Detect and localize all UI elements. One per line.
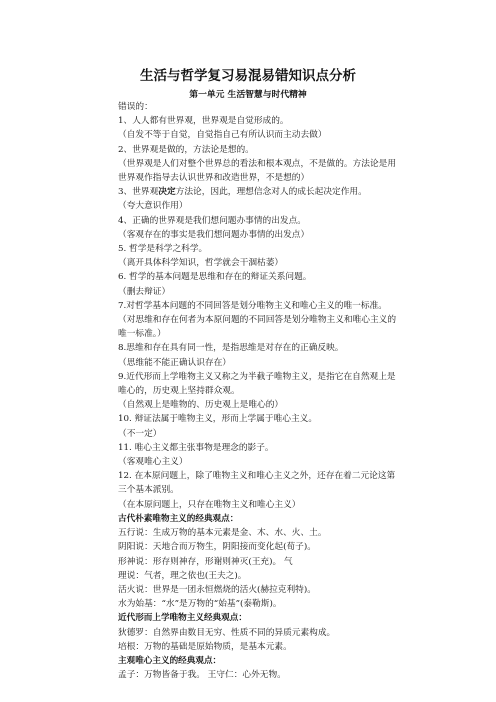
text-line: 五行说：生成万物的基本元素是金、木、水、火、土。: [118, 528, 327, 539]
text-line: （离开具体科学知识，哲学就会干涸枯萎）: [118, 258, 284, 269]
text-line: 8.思维和存在具有同一性，是指思维是对存在的正确反映。: [118, 343, 344, 354]
text-line: 形神说：形存则神存，形谢则神灭(王充)。 气: [118, 556, 293, 567]
section-heading: 古代朴素唯物主义的经典观点：: [118, 513, 239, 524]
text-line: 错误的：: [118, 102, 153, 112]
text-line: 活火说：世界是一团永恒燃烧的活火(赫拉克利特)。: [118, 584, 316, 595]
text-line: （对思维和存在何者为本原问题的不同回答是划分唯物主义和唯心主义的唯一标准。）: [118, 315, 396, 340]
text-line: （世界观是人们对整个世界总的看法和根本观点，不是做的。方法论是用世界观作指导去认识世界和改造世界，不是想的）: [118, 158, 396, 184]
text-line: 培根：万物的基础是原始物质，是基本元素。: [118, 641, 292, 652]
text-line: 11. 唯心主义都主张事物是理念的影子。: [118, 442, 274, 453]
text-line: 4、正确的世界观是我们想问题办事情的出发点。: [118, 215, 306, 226]
unit-subtitle: 第一单元 生活智慧与时代精神: [189, 90, 307, 100]
text-line: （自发不等于自觉，自觉指自己有所认识而主动去做）: [118, 130, 327, 141]
text-line: （不一定）: [118, 428, 162, 439]
text-line: （夸大意识作用）: [118, 201, 188, 212]
text-line: （客观存在的事实是我们想问题办事情的出发点）: [118, 229, 310, 240]
text-line: 9.近代形而上学唯物主义又称之为半截子唯物主义，是指它在自然观上是唯心的，历史观上坚持群众观。: [118, 371, 396, 397]
document-title: 生活与哲学复习易混易错知识点分析: [140, 68, 356, 84]
text-line: 3、世界观决定方法论，因此，理想信念对人的成长起决定作用。: [118, 187, 367, 198]
section-heading: 主观唯心主义的经典观点：: [118, 655, 222, 666]
text-line: （自然观上是唯物的、历史观上是唯心的）: [118, 400, 284, 411]
text-line: 狄德罗：自然界由数目无穷、性质不同的异质元素构成。: [118, 627, 336, 638]
text-line: 12. 在本原问题上，除了唯物主义和唯心主义之外，还存在着二元论这第三个基本派别。: [118, 471, 396, 496]
text-line: （思维能不能正确认识存在）: [118, 357, 231, 368]
text-line: 2、世界观是做的，方法论是想的。: [118, 144, 254, 155]
text-line: 10. 辩证法属于唯物主义，形而上学属于唯心主义。: [118, 414, 318, 425]
text-line: （在本原问题上，只存在唯物主义和唯心主义）: [118, 499, 301, 510]
document-body: [118, 100, 398, 682]
text-line: 阴阳说：天地合而万物生，阴阳接而变化起(荀子)。: [118, 542, 316, 553]
text-line: 水为始基：“水”是万物的“始基”(泰勒斯)。: [118, 599, 282, 610]
text-line: 6. 哲学的基本问题是思维和存在的辩证关系问题。: [118, 272, 312, 283]
text-line: （删去辩证）: [118, 286, 171, 297]
section-heading: 近代形而上学唯物主义经典观点：: [118, 613, 247, 624]
text-line: 1、人人都有世界观，世界观是自觉形成的。: [118, 116, 289, 127]
text-line: 理说：气者，理之依也(王夫之)。: [118, 570, 247, 581]
text-line: （客观唯心主义）: [118, 457, 188, 468]
text-line: 7.对哲学基本问题的不同回答是划分唯物主义和唯心主义的唯一标准。: [118, 300, 387, 311]
text-line: 5. 哲学是科学之科学。: [118, 244, 208, 255]
text-line: 孟子：万物皆备于我。 王守仁：心外无物。: [118, 670, 286, 681]
